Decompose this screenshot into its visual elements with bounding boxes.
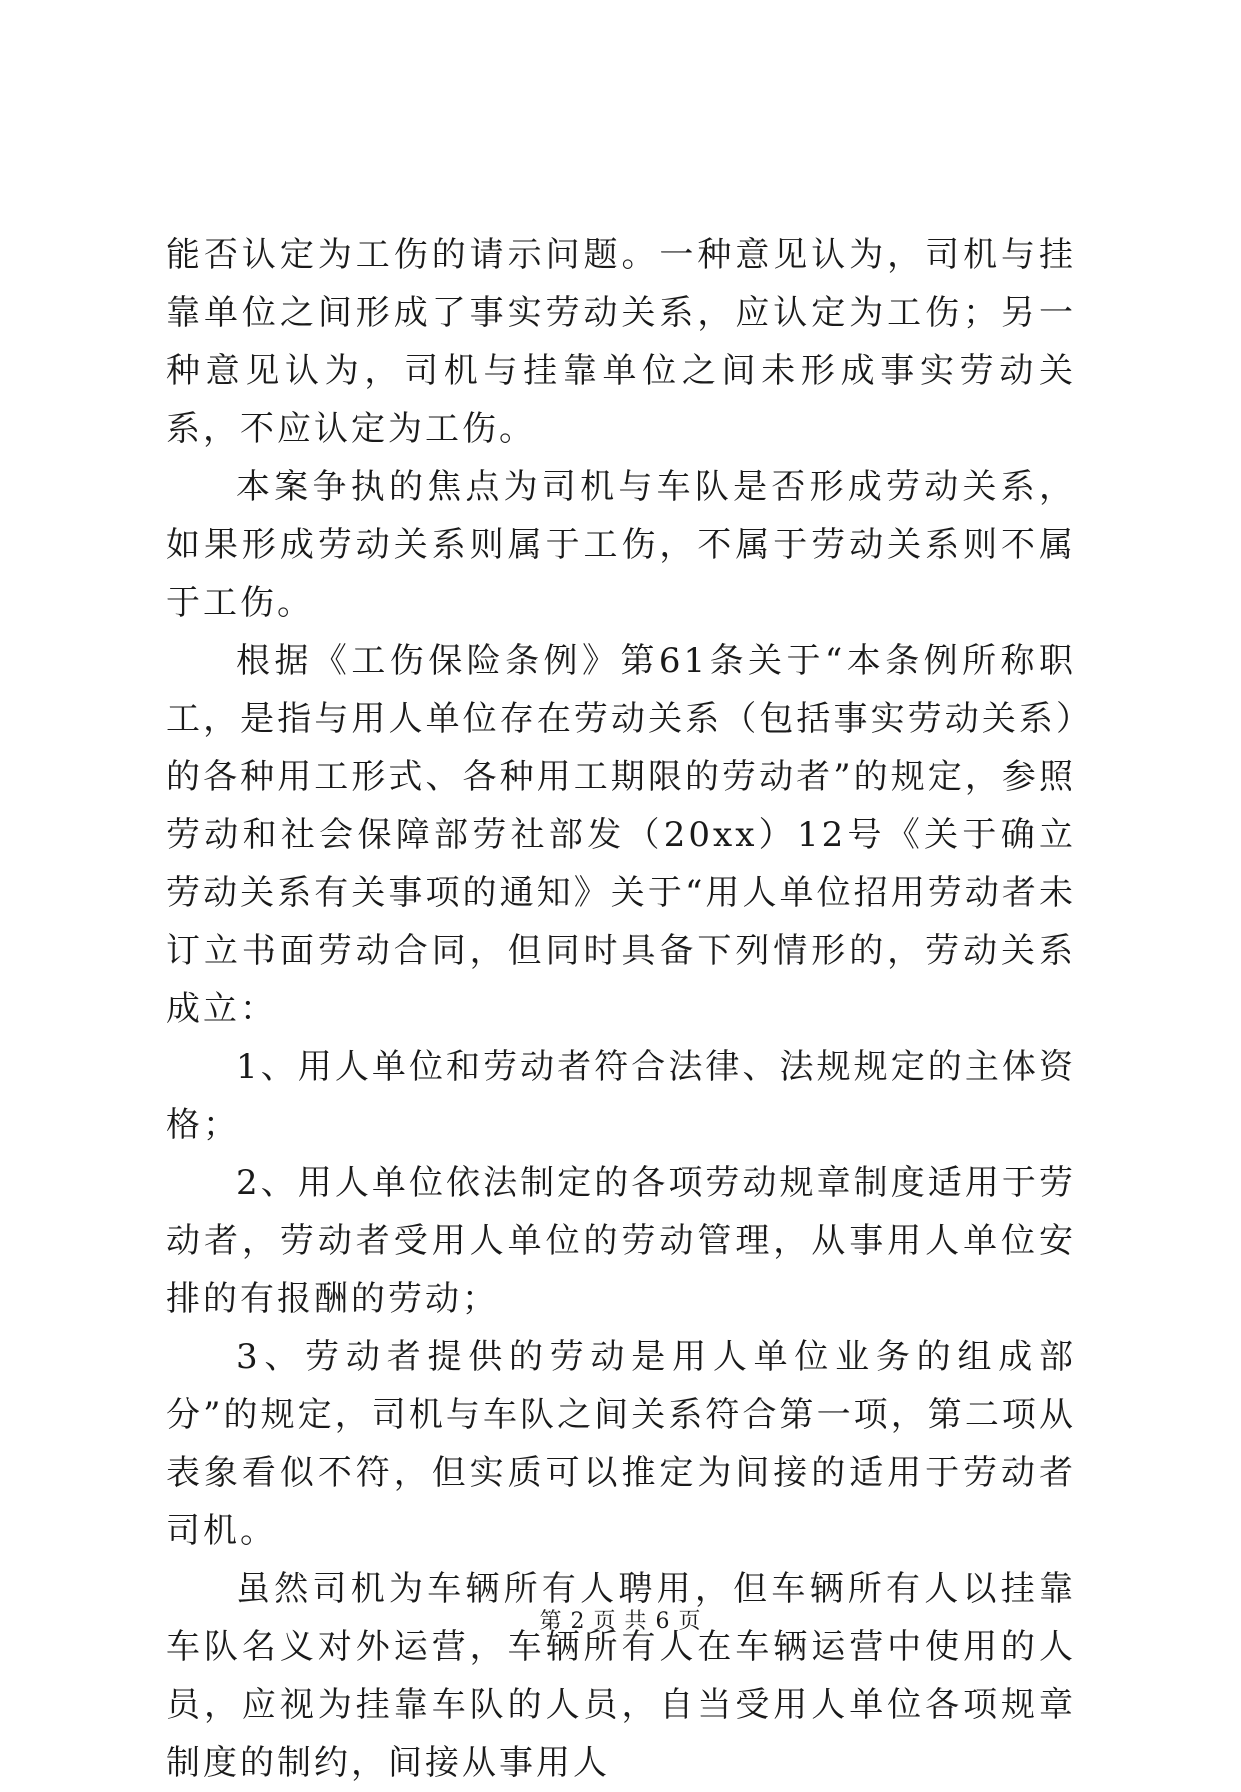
list-item-condition-1: 1、用人单位和劳动者符合法律、法规规定的主体资格； [166,1047,1076,1145]
document-body [166,226,1076,1792]
paragraph-dispute-focus: 本案争执的焦点为司机与车队是否形成劳动关系，如果形成劳动关系则属于工伤，不属于劳动关系则不属于工伤。 [166,467,1076,623]
paragraph-continuation: 能否认定为工伤的请示问题。一种意见认为，司机与挂靠单位之间形成了事实劳动关系，应认定为工伤；另一种意见认为，司机与挂靠单位之间未形成事实劳动关系，不应认定为工伤。 [166,235,1076,449]
page-number-footer: 第 2 页 共 6 页 [539,1609,702,1634]
list-item-condition-2: 2、用人单位依法制定的各项劳动规章制度适用于劳动者，劳动者受用人单位的劳动管理，从事用人单位安排的有报酬的劳动； [166,1163,1076,1319]
list-item-condition-3: 3、劳动者提供的劳动是用人单位业务的组成部分”的规定，司机与车队之间关系符合第一项，第二项从表象看似不符，但实质可以推定为间接的适用于劳动者司机。 [166,1337,1076,1551]
paragraph-analysis: 虽然司机为车辆所有人聘用，但车辆所有人以挂靠车队名义对外运营，车辆所有人在车辆运营中使用的人员，应视为挂靠车队的人员，自当受用人单位各项规章制度的制约，间接从事用人 [166,1569,1076,1783]
paragraph-legal-basis: 根据《工伤保险条例》第61条关于“本条例所称职工，是指与用人单位存在劳动关系（包括事实劳动关系）的各种用工形式、各种用工期限的劳动者”的规定，参照劳动和社会保障部劳社部发（20xx）12号《关于确立劳动关系有关事项的通知》关于“用人单位招用劳动者未订立书面劳动合同，但同时具备下列情形的，劳动关系成立： [166,641,1076,1029]
